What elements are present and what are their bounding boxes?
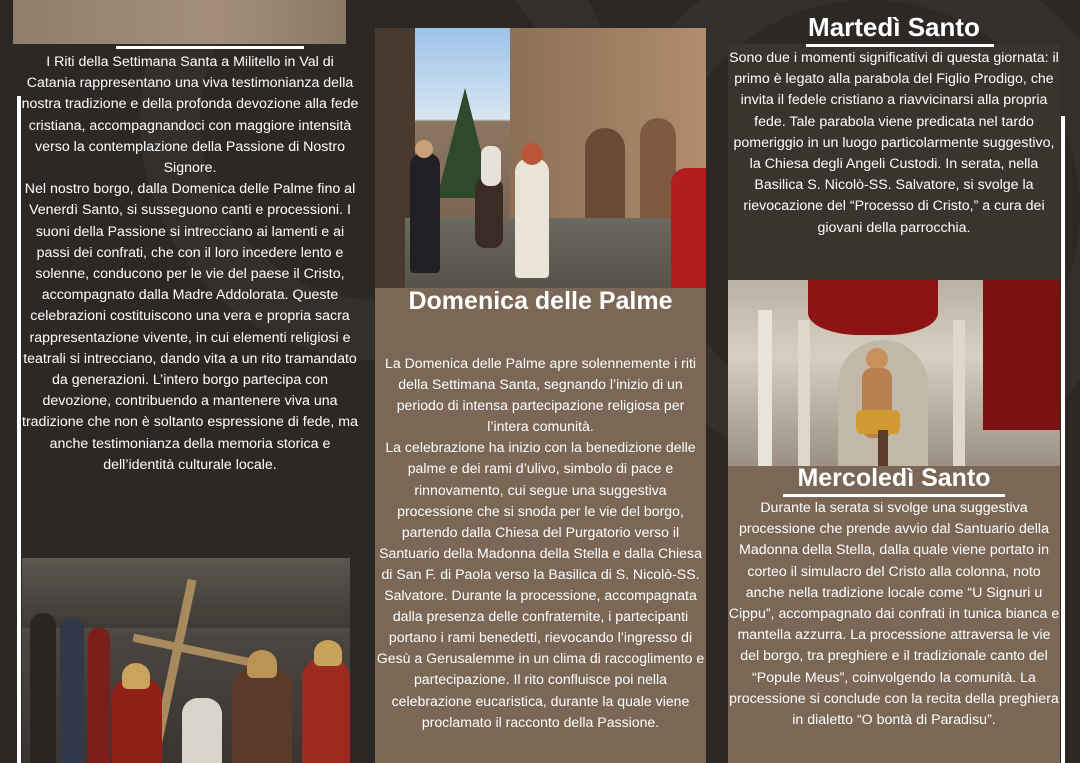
divider-line bbox=[116, 46, 304, 49]
holy-tuesday-title: Martedì Santo bbox=[808, 12, 980, 42]
procession-photo bbox=[22, 558, 350, 763]
palm-sunday-text: La Domenica delle Palme apre solennemente i riti della Settimana Santa, segnando l’inizio di un periodo di intensa partecipazione religiosa per l’intera comunità. La celebrazione ha inizio con la benedizione delle palme e dei rami d’ulivo, simbolo di pace e rinnovamento, cui segue una suggestiva processione che si snoda per le vie del borgo, partendo dalla Chiesa del Purgatorio verso il Santuario della Madonna della Stella e dalla Chiesa di San F. di Paola verso la Basilica di S. Nicolò-SS. Salvatore. Durante la processione, accompagnata dalla presenza delle confraternite, i partecipanti portano i rami benedetti, rievocando l’ingresso di Gesù a Gerusalemme in un clima di raccoglimento e partecipazione. Il rito confluisce poi nella celebrazione eucaristica, durante la quale viene proclamato il racconto della Passione. bbox=[376, 355, 705, 730]
palm-sunday-title: Domenica delle Palme bbox=[408, 287, 673, 315]
title-underline bbox=[783, 494, 1005, 497]
holy-week-column bbox=[728, 0, 1060, 763]
title-underline bbox=[806, 44, 994, 47]
palm-sunday-photo bbox=[375, 28, 706, 288]
intro-column bbox=[0, 0, 368, 763]
palm-sunday-column bbox=[375, 28, 706, 763]
church-interior-photo bbox=[728, 280, 1060, 468]
accent-bar bbox=[1061, 116, 1065, 763]
holy-wednesday-text: Durante la serata si svolge una suggestiva processione che prende avvio dal Santuario della Madonna della Stella, dalla quale viene portato in corteo il simulacro del Cristo alla colonna, noto anche nella tradizione locale come “U Signuri u Cippu”, accompagnato dai confrati in tunica bianca e mantella azzurra. La processione attraversa le vie del borgo, tra preghiere e il tradizionale canto del “Popule Meus”, coinvolgendo la comunità. La processione si conclude con la recita della preghiera in dialetto “O bontà di Paradisu”. bbox=[728, 500, 1060, 729]
intro-text: I Riti della Settimana Santa a Militello in Val di Catania rappresentano una viva testimonianza della nostra tradizione e della profonda devozione alla fede cristiana, accompagnandoci con maggiore intensità verso la contemplazione della Passione di Nostro Signore. Nel nostro borgo, dalla Domenica delle Palme fino al Venerdì Santo, si susseguono canti e processioni. I suoni della Passione si intrecciano ai lamenti e ai passi dei confrati, che con il loro incedere lento e solenne, conducono per le vie del paese il Cristo, accompagnato dalla Madre Addolorata. Queste celebrazioni costituiscono una vera e propria sacra rappresentazione vivente, in cui elementi religiosi e teatrali si intrecciano, dando vita a un rito tramandato da generazioni. L’intero borgo partecipa con devozione, contribuendo a mantenere viva una tradizione che non è soltanto espressione di fede, ma anche testimonianza della memoria storica e dell’identità culturale locale. bbox=[21, 54, 359, 473]
title-underline bbox=[395, 318, 686, 320]
header-photo-strip bbox=[13, 0, 346, 44]
holy-wednesday-title: Mercoledì Santo bbox=[797, 464, 991, 492]
holy-tuesday-text: Sono due i momenti significativi di questa giornata: il primo è legato alla parabola del Figlio Prodigo, che invita il fedele cristiano a riavvicinarsi alla propria fede. Tale parabola viene predicata nel tardo pomeriggio in un luogo particolarmente suggestivo, la Chiesa degli Angeli Custodi. In serata, nella Basilica S. Nicolò-SS. Salvatore, si svolge la rievocazione del “Processo di Cristo,” a cura dei giovani della parrocchia. bbox=[729, 50, 1059, 236]
